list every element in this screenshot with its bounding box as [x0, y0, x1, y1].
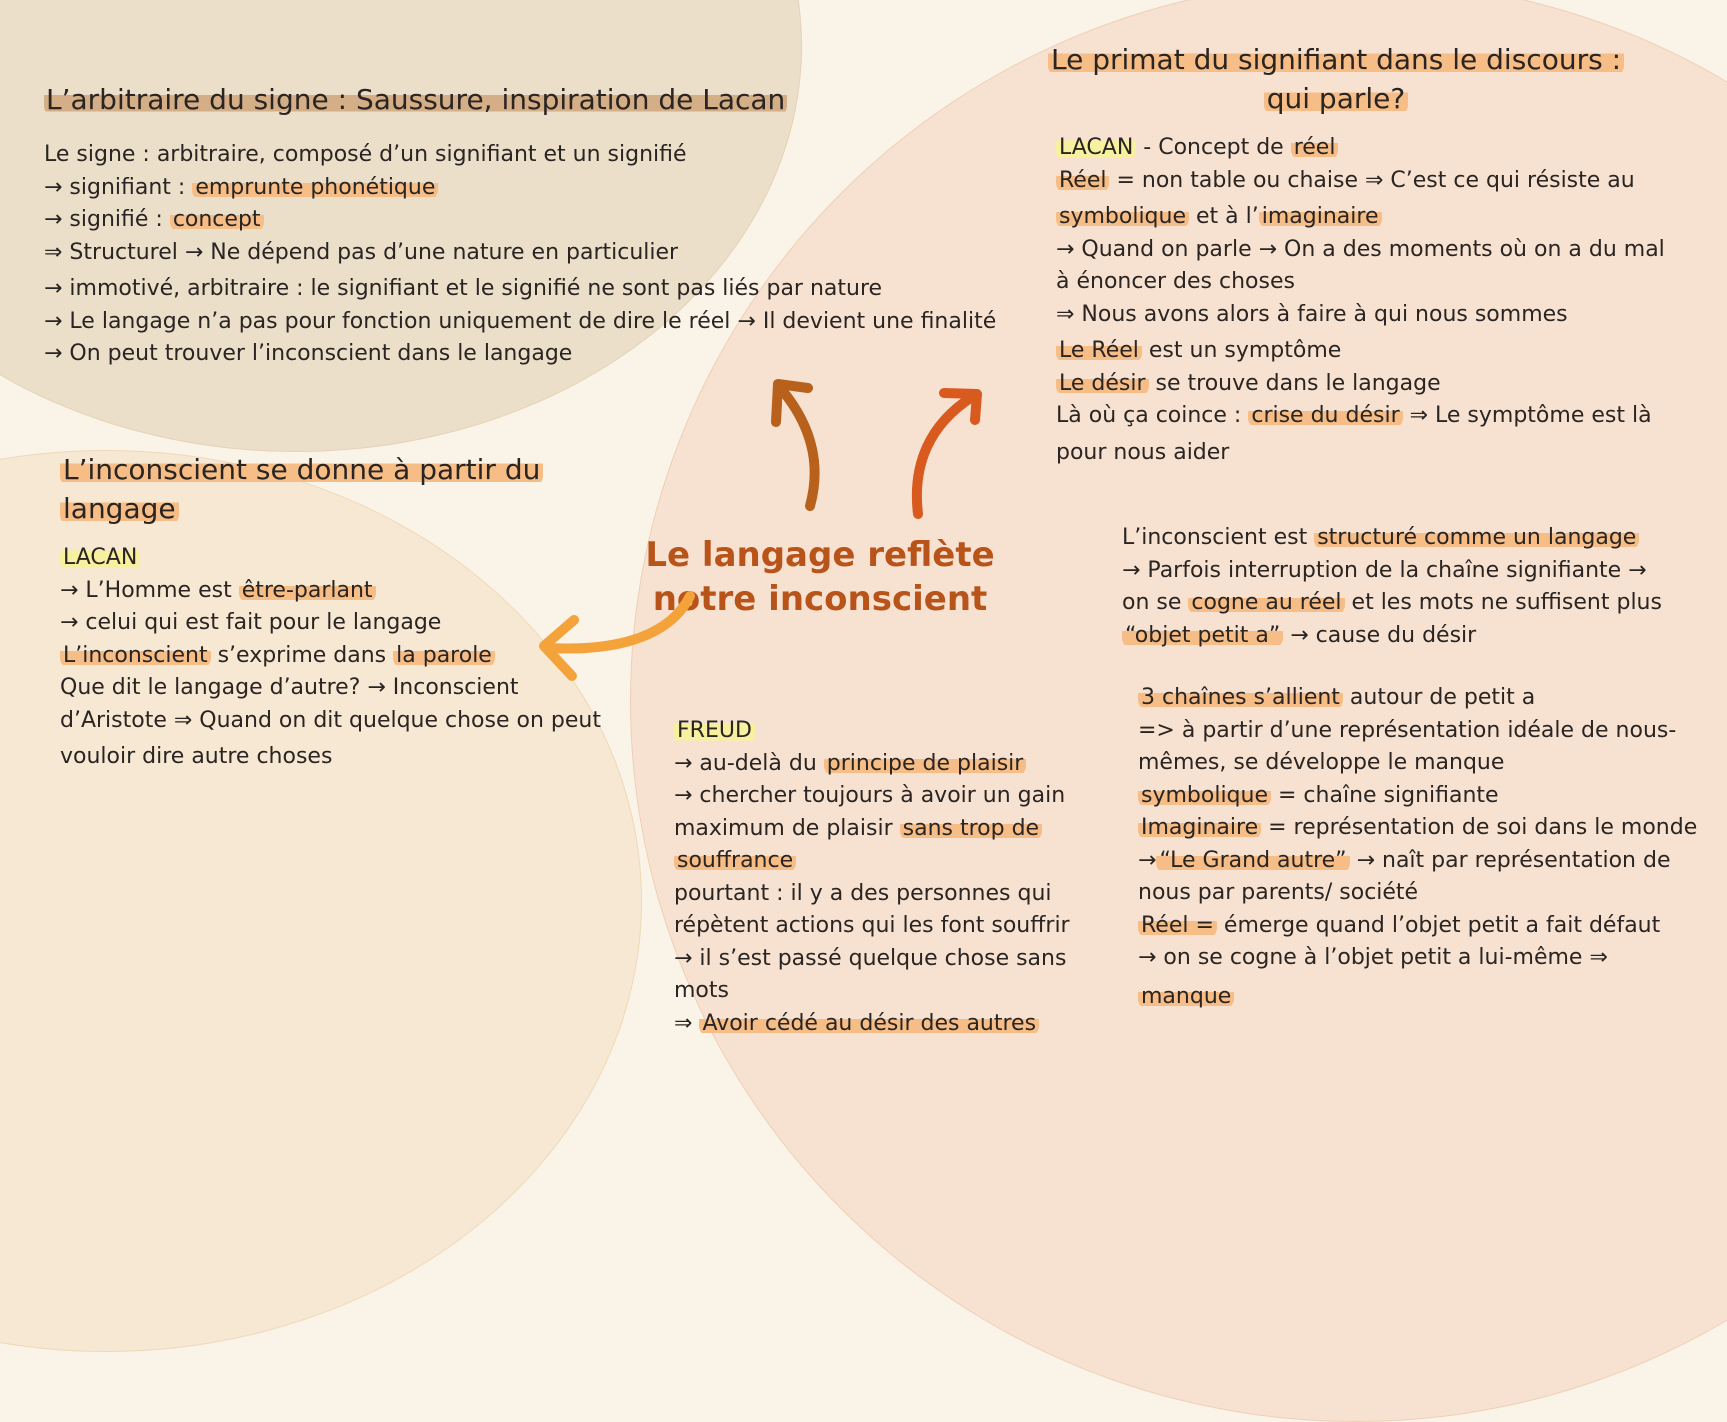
- freud-line: pourtant : il y a des personnes qui: [674, 880, 1052, 906]
- inconscient-line: → celui qui est fait pour le langage: [60, 610, 442, 635]
- primat-line: symbolique et à l’ imaginaire: [1056, 201, 1665, 234]
- freud-line: répètent actions qui les font souffrir: [674, 913, 1070, 938]
- chaines-line: => à partir d’une représentation idéale de nous-: [1138, 717, 1677, 743]
- saussure-line: → immotivé, arbitraire : le signifiant et le signifié ne sont pas liés par nature: [44, 276, 883, 301]
- saussure-line: ⇒ Structurel → Ne dépend pas d’une nature en particulier: [44, 239, 679, 265]
- arrow-up-right-icon: [917, 393, 977, 514]
- arrow-up-left-icon: [776, 384, 815, 506]
- structure-line: on se cogne au réel et les mots ne suffisent plus: [1122, 590, 1662, 615]
- freud-line: ⇒ Avoir cédé au désir des autres: [674, 1008, 1070, 1041]
- primat-line: Le Réel est un symptôme: [1056, 335, 1665, 368]
- freud-line: maximum de plaisir sans trop de: [674, 813, 1070, 846]
- freud-line: → au-delà du principe de plaisir: [674, 748, 1070, 781]
- freud-tag: FREUD: [674, 715, 1070, 748]
- chaines-line: mêmes, se développe le manque: [1138, 750, 1505, 775]
- primat-line: ⇒ Nous avons alors à faire à qui nous sommes: [1056, 301, 1568, 327]
- primat-line: à énoncer des choses: [1056, 269, 1295, 294]
- inconscient-line: → L’Homme est être-parlant: [60, 575, 601, 608]
- structure-line: “objet petit a” → cause du désir: [1122, 620, 1662, 653]
- saussure-line: → signifié : concept: [44, 204, 996, 237]
- chaines-line: → “Le Grand autre” → naît par représentation de: [1138, 847, 1671, 873]
- chaines-line: nous par parents/ société: [1138, 880, 1419, 905]
- structure-line: L’inconscient est structuré comme un langage: [1122, 522, 1662, 555]
- freud-line: → il s’est passé quelque chose sans: [674, 945, 1067, 971]
- primat-line: Réel = non table ou chaise ⇒ C’est ce qui résiste au: [1056, 165, 1665, 198]
- chaines-line: 3 chaînes s’allient autour de petit a: [1138, 682, 1697, 715]
- primat-line: Le désir se trouve dans le langage: [1056, 368, 1665, 401]
- freud-line: souffrance: [674, 845, 1070, 878]
- chaines-line: Imaginaire = représentation de soi dans le monde: [1138, 812, 1697, 845]
- saussure-line: Le signe : arbitraire, composé d’un signifiant et un signifié: [44, 142, 687, 167]
- primat-title: qui parle?: [1036, 79, 1636, 118]
- inconscient-line: L’inconscient s’exprime dans la parole: [60, 640, 601, 673]
- structure-line: → Parfois interruption de la chaîne signifiante →: [1122, 557, 1647, 583]
- inconscient-title: L’inconscient se donne à partir du: [60, 450, 601, 489]
- chaines-line: Réel = émerge quand l’objet petit a fait défaut: [1138, 910, 1697, 943]
- inconscient-line: vouloir dire autre choses: [60, 744, 333, 769]
- inconscient-line: d’Aristote ⇒ Quand on dit quelque chose on peut: [60, 707, 601, 733]
- center-title: Le langage reflète notre inconscient: [645, 535, 995, 619]
- chaines-line: manque: [1138, 981, 1697, 1014]
- primat-line: Là où ça coince : crise du désir ⇒ Le symptôme est là: [1056, 403, 1652, 428]
- inconscient-line: Que dit le langage d’autre? → Inconscient: [60, 675, 519, 700]
- arrow-down-left-icon: [544, 596, 690, 676]
- primat-line: LACAN - Concept de réel: [1056, 132, 1665, 165]
- inconscient-title: langage: [60, 489, 601, 528]
- freud-line: → chercher toujours à avoir un gain: [674, 783, 1066, 808]
- chaines-line: symbolique = chaîne signifiante: [1138, 780, 1697, 813]
- lacan-tag: LACAN: [60, 542, 601, 575]
- primat-line: pour nous aider: [1056, 439, 1230, 465]
- freud-line: mots: [674, 978, 729, 1003]
- saussure-title: L’arbitraire du signe : Saussure, inspiration de Lacan: [46, 83, 786, 116]
- chaines-line: → on se cogne à l’objet petit a lui-même ⇒: [1138, 945, 1608, 970]
- saussure-line: → signifiant : emprunte phonétique: [44, 172, 996, 205]
- saussure-line: → Le langage n’a pas pour fonction uniquement de dire le réel → Il devient une finalité: [44, 308, 997, 334]
- primat-line: → Quand on parle → On a des moments où on a du mal: [1056, 236, 1665, 262]
- saussure-line: → On peut trouver l’inconscient dans le langage: [44, 341, 573, 366]
- primat-title: Le primat du signifiant dans le discours :: [1036, 40, 1636, 79]
